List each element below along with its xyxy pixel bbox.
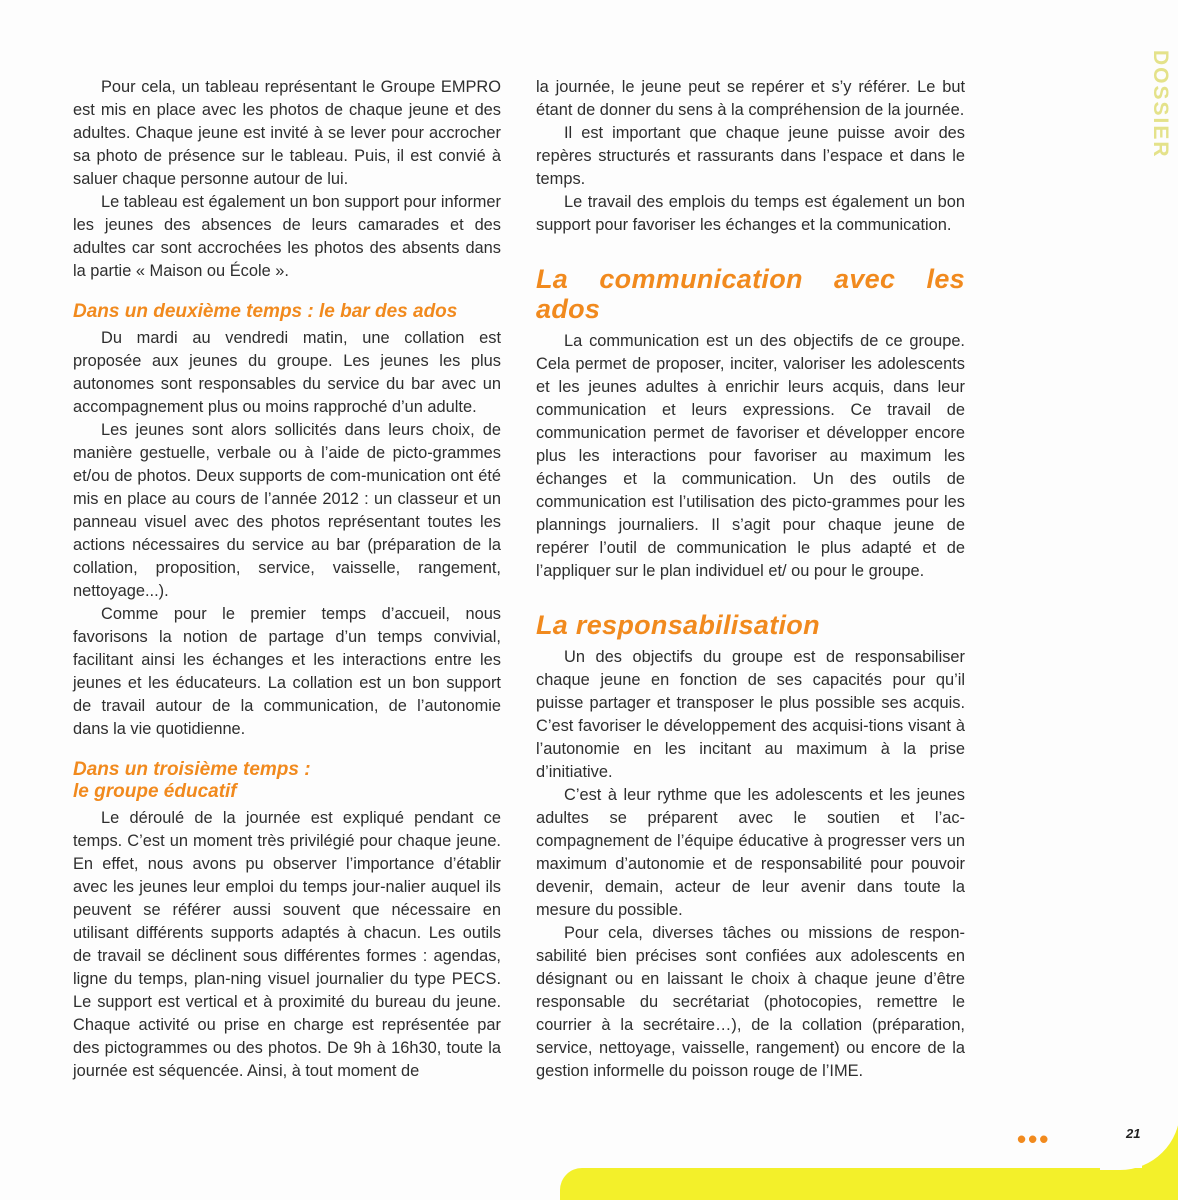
right-column (536, 76, 965, 1083)
paragraph: Le déroulé de la journée est expliqué pendant ce temps. C’est un moment très privilégié pour chaque jeune. En effet, nous avons pu observer l’importance d’établir avec les jeunes leur emploi du temps jour-nalier auquel ils peuvent se référer aussi souvent que nécessaire en utilisant différents supports adaptés à chacun. Les outils de travail se déclinent sous différentes formes : agendas, ligne du temps, plan-ning visuel journalier du type PECS. Le support est vertical et à proximité du bureau du jeune. Chaque activité ou prise en charge est représentée par des pictogrammes ou des photos. De 9h à 16h30, toute la journée est séquencée. Ainsi, à tout moment de (73, 809, 501, 1080)
paragraph: C’est à leur rythme que les adolescents et les jeunes adultes se préparent avec le soutien et l’ac-compagnement de l’équipe éducative à progresser vers un maximum d’autonomie et de responsabilité pour pouvoir devenir, demain, acteur de leur avenir dans toute la mesure du possible. (536, 786, 965, 919)
paragraph: Le tableau est également un bon support pour informer les jeunes des absences de leurs camarades et des adultes car sont accrochées les photos des absents dans la partie « Maison ou École ». (73, 193, 502, 280)
paragraph: Pour cela, diverses tâches ou missions de respon-sabilité bien précises sont confiées aux adolescents en désignant ou en laissant le choix à chaque jeune d’être responsable du secrétariat (photocopies, remettre le courrier à la secrétaire…), de la collation (préparation, service, nettoyage, vaisselle, rangement) ou encore de la gestion informelle du poisson rouge de l’IME. (536, 924, 965, 1080)
page-number: 21 (1126, 1126, 1141, 1141)
section-heading-responsabilisation: La responsabilisation (536, 610, 820, 640)
subheading-line: le groupe éducatif (73, 781, 237, 802)
subheading-groupe-educatif (73, 759, 501, 803)
subheading-bar-des-ados: Dans un deuxième temps : le bar des ados (73, 301, 458, 322)
continuation-dots: ••• (1017, 1124, 1051, 1154)
paragraph: Du mardi au vendredi matin, une collation est proposée aux jeunes du groupe. Les jeunes les plus autonomes sont responsables du service du bar avec un accompagnement plus ou moins rapproché d’un adulte. (73, 329, 501, 416)
yellow-bottom-band (560, 1168, 1178, 1200)
dossier-label: DOSSIER (1149, 50, 1172, 159)
paragraph: Le travail des emplois du temps est également un bon support pour favoriser les échanges et la communication. (536, 193, 965, 234)
paragraph: Pour cela, un tableau représentant le Groupe EMPRO est mis en place avec les photos de chaque jeune et des adultes. Chaque jeune est invité à se lever pour accrocher sa photo de présence sur le tableau. Puis, il est convié à saluer chaque personne autour de lui. (73, 78, 501, 188)
paragraph: Comme pour le premier temps d’accueil, nous favorisons la notion de partage d’un temps convivial, facilitant ainsi les échanges et les interactions entre les jeunes et les éducateurs. La collation est un bon support de travail autour de la communication, de l’autonomie dans la vie quotidienne. (73, 605, 501, 738)
paragraph: Il est important que chaque jeune puisse avoir des repères structurés et rassurants dans l’espace et dans le temps. (536, 124, 965, 188)
paragraph: La communication est un des objectifs de ce groupe. Cela permet de proposer, inciter, valoriser les adolescents et les jeunes adultes à enrichir leurs acquis, dans leur communication et leurs expressions. Ce travail de communication permet de favoriser et développer encore plus les interactions pour favoriser au maximum les échanges et la communication. Un des outils de communication est l’utilisation des picto-grammes pour les plannings journaliers. Il s’agit pour chaque jeune de repérer l’outil de communication le plus adapté et de l’appliquer sur le plan individuel et/ ou pour le groupe. (536, 332, 965, 580)
subheading-line: Dans un troisième temps : (73, 759, 311, 780)
left-column (73, 76, 501, 1083)
paragraph: la journée, le jeune peut se repérer et s’y référer. Le but étant de donner du sens à la compréhension de la journée. (536, 78, 965, 119)
paragraph: Les jeunes sont alors sollicités dans leurs choix, de manière gestuelle, verbale ou à l’aide de picto-grammes et/ou de photos. Deux supports de com-munication ont été mis en place au cours de l’année 2012 : un classeur et un panneau visuel avec des photos représentant toutes les actions nécessaires du service au bar (préparation de la collation, proposition, service, vaisselle, rangement, nettoyage...). (73, 421, 501, 600)
paragraph: Un des objectifs du groupe est de responsabiliser chaque jeune en fonction de ses capacités pour qu’il puisse partager et transposer le plus possible ses acquis. C’est favoriser le développement des acquisi-tions visant à l’autonomie en les incitant au maximum à la prise d’initiative. (536, 648, 965, 781)
section-heading-communication: La communication avec les ados (536, 264, 965, 324)
